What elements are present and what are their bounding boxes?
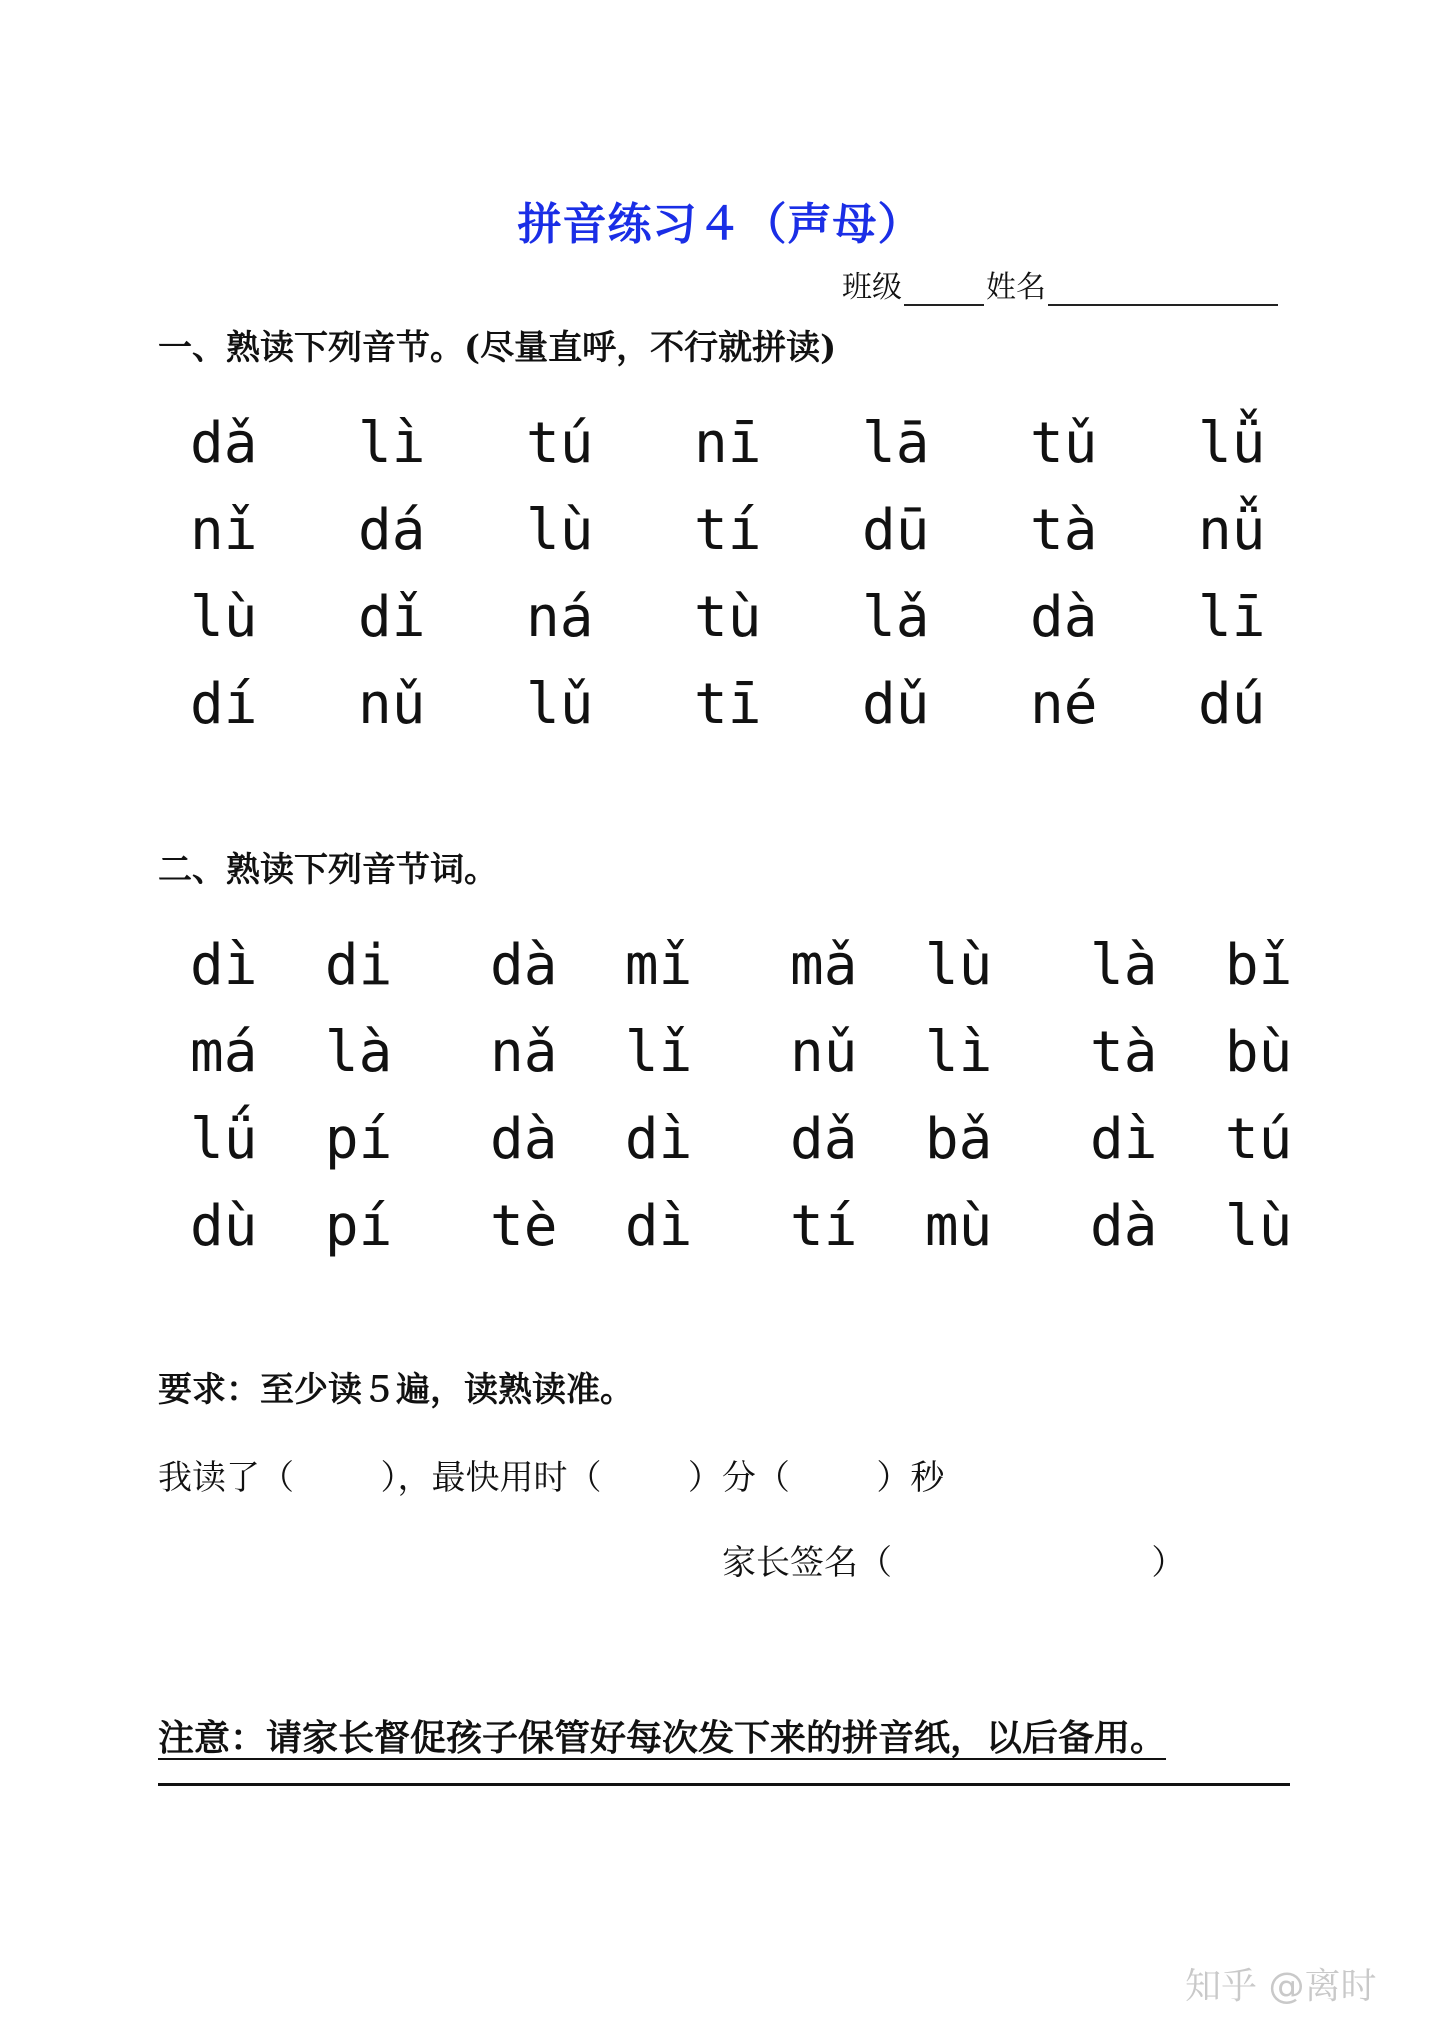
class-label: 班级 [842, 270, 902, 305]
syllable-row [190, 661, 1366, 748]
pinyin-word: dì di [190, 933, 393, 998]
pinyin-word: dì tú [1090, 1107, 1293, 1172]
pinyin-word: tí mù [790, 1194, 993, 1259]
syllable: ná [526, 585, 594, 650]
section2-heading: 二、熟读下列音节词。 [158, 850, 498, 890]
pinyin-word: mǎ lù [790, 933, 993, 998]
word-row [190, 1009, 1390, 1096]
syllable: dǎ [190, 411, 258, 476]
reading-record-line: 我读了（ ），最快用时（ ）分（ ）秒 [158, 1458, 945, 1498]
pinyin-word: tà bù [1090, 1020, 1293, 1085]
syllable: tú [526, 411, 594, 476]
word-row [190, 1096, 1390, 1183]
pinyin-word: nǎ lǐ [490, 1020, 693, 1085]
syllable-row [190, 400, 1366, 487]
syllable: nǔ [358, 672, 426, 737]
pinyin-word: nǔ lì [790, 1020, 993, 1085]
bottom-rule [158, 1783, 1290, 1786]
syllable: nǐ [190, 498, 258, 563]
syllable: dà [1030, 585, 1098, 650]
syllable: lì [358, 411, 426, 476]
pinyin-word: dà mǐ [490, 933, 693, 998]
syllable: tǔ [1030, 411, 1098, 476]
name-label: 姓名 [986, 270, 1046, 305]
notice-text: 注意：请家长督促孩子保管好每次发下来的拼音纸，以后备用。 [158, 1717, 1167, 1759]
syllable: nǚ [1198, 498, 1266, 563]
syllable: nī [694, 411, 762, 476]
pinyin-word: là bǐ [1090, 933, 1293, 998]
syllable: lā [862, 411, 930, 476]
word-row [190, 922, 1390, 1009]
syllable: dú [1198, 672, 1266, 737]
syllable: né [1030, 672, 1098, 737]
parent-signature-line: 家长签名（ ） [722, 1543, 1186, 1583]
section1-heading: 一、熟读下列音节。(尽量直呼，不行就拼读) [158, 328, 837, 368]
pinyin-word: tè dì [490, 1194, 693, 1259]
pinyin-word: dǎ bǎ [790, 1107, 993, 1172]
syllable: tù [694, 585, 762, 650]
syllable: lù [190, 585, 258, 650]
syllable: lī [1198, 585, 1266, 650]
syllable: lù [526, 498, 594, 563]
word-row [190, 1183, 1390, 1270]
pinyin-word: dù pí [190, 1194, 393, 1259]
syllable-grid [190, 400, 1366, 748]
pinyin-word: má là [190, 1020, 393, 1085]
syllable: tà [1030, 498, 1098, 563]
syllable: dū [862, 498, 930, 563]
syllable: lǚ [1198, 411, 1266, 476]
syllable: dǐ [358, 585, 426, 650]
word-grid [190, 922, 1390, 1270]
pinyin-word: lǘ pí [190, 1107, 393, 1172]
class-blank [904, 270, 984, 306]
pinyin-word: dà dì [490, 1107, 693, 1172]
syllable-row [190, 574, 1366, 661]
watermark: 知乎 @离时 [1185, 1966, 1377, 2007]
syllable: lǔ [526, 672, 594, 737]
syllable: lǎ [862, 585, 930, 650]
syllable: tī [694, 672, 762, 737]
pinyin-word: dà lù [1090, 1194, 1293, 1259]
syllable: dǔ [862, 672, 930, 737]
syllable: tí [694, 498, 762, 563]
class-name-fields [842, 262, 1280, 306]
syllable-row [190, 487, 1366, 574]
name-blank [1048, 270, 1278, 306]
syllable: dí [190, 672, 258, 737]
requirement-text: 要求：至少读５遍，读熟读准。 [158, 1370, 634, 1410]
worksheet-title: 拼音练习４（声母） [517, 199, 923, 250]
syllable: dá [358, 498, 426, 563]
